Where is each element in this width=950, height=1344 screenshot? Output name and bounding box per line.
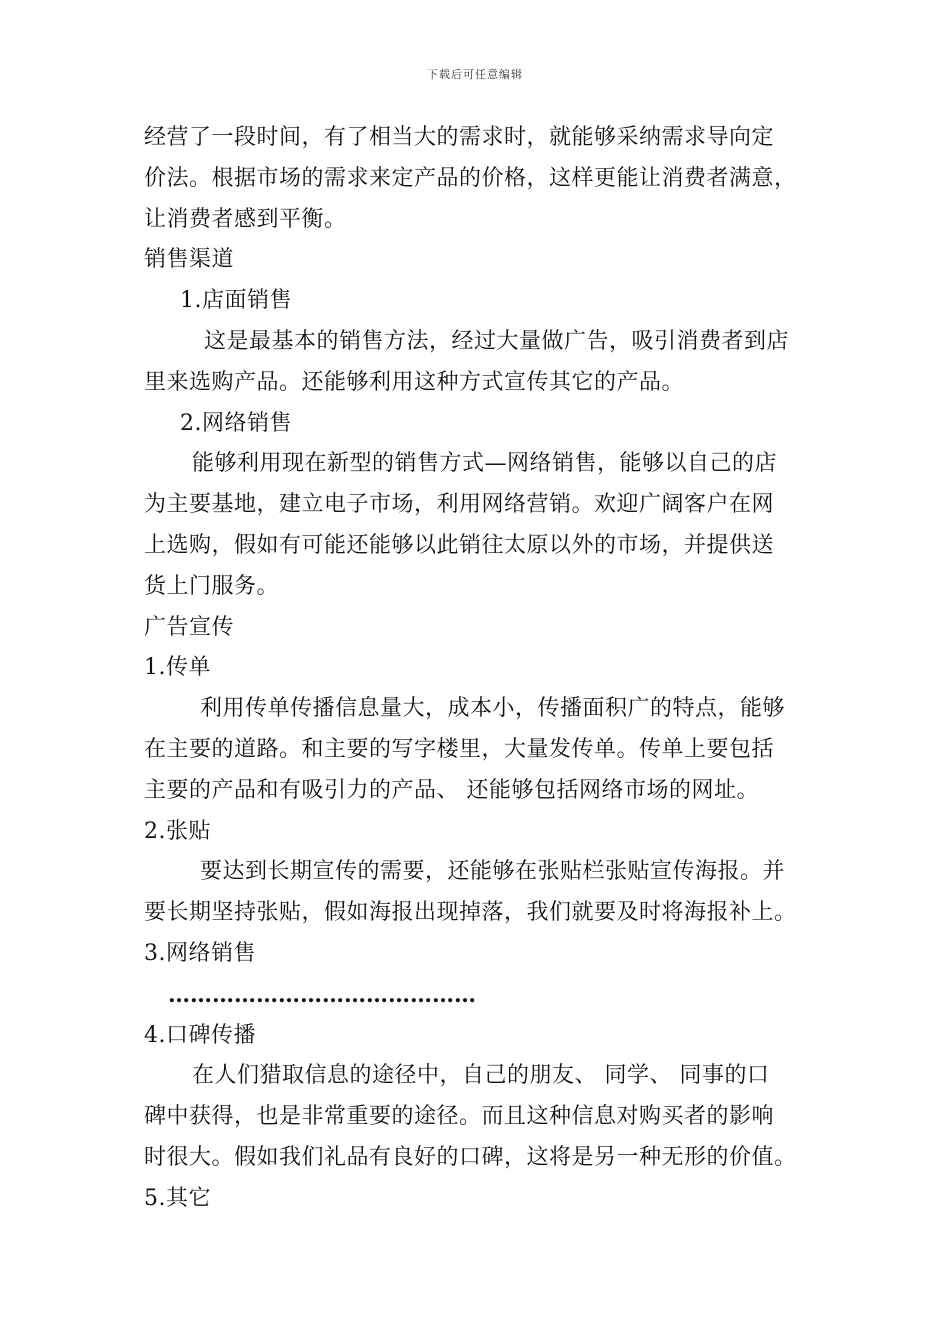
subheading-online-sales-2: 3.网络销售 — [144, 940, 256, 966]
subheading-word-of-mouth: 4.口碑传播 — [144, 1022, 256, 1048]
paragraph-line: 时很大。假如我们礼品有良好的口碑，这将是另一种无形的价值。 — [144, 1144, 797, 1170]
paragraph-line: 碑中获得，也是非常重要的途径。而且这种信息对购买者的影响 — [144, 1104, 775, 1130]
subheading-posting: 2.张贴 — [144, 818, 211, 844]
paragraph-line: 要长期坚持张贴，假如海报出现掉落，我们就要及时将海报补上。 — [144, 900, 797, 926]
paragraph-line: 要达到长期宣传的需要，还能够在张贴栏张贴宣传海报。并 — [200, 859, 786, 885]
subheading-flyers: 1.传单 — [144, 655, 211, 681]
paragraph-line: 能够利用现在新型的销售方式—网络销售，能够以自己的店 — [192, 451, 778, 477]
paragraph-line: 里来选购产品。还能够利用这种方式宣传其它的产品。 — [144, 369, 685, 395]
paragraph-line: 让消费者感到平衡。 — [144, 206, 347, 232]
subheading-store-sales: 1.店面销售 — [180, 288, 292, 314]
paragraph-line: 上选购，假如有可能还能够以此销往太原以外的市场，并提供送 — [144, 532, 775, 558]
document-body — [144, 118, 808, 1220]
paragraph-line: 经营了一段时间，有了相当大的需求时，就能够采纳需求导向定 — [144, 125, 775, 150]
paragraph-line: 主要的产品和有吸引力的产品、 还能够包括网络市场的网址。 — [144, 777, 759, 803]
section-heading-advertising: 广告宣传 — [144, 614, 235, 640]
ellipsis-line: …………………………………… — [168, 981, 476, 1008]
paragraph-line: 在人们猎取信息的途径中，自己的朋友、 同学、 同事的口 — [192, 1063, 770, 1089]
paragraph-line: 货上门服务。 — [144, 573, 280, 599]
paragraph-line: 为主要基地，建立电子市场，利用网络营销。欢迎广阔客户在网 — [144, 492, 775, 518]
section-heading-sales-channels: 销售渠道 — [144, 247, 235, 273]
paragraph-line: 价法。根据市场的需求来定产品的价格，这样更能让消费者满意， — [144, 165, 797, 191]
paragraph-line: 利用传单传播信息量大，成本小，传播面积广的特点，能够 — [200, 696, 786, 722]
subheading-other: 5.其它 — [144, 1185, 211, 1211]
subheading-online-sales: 2.网络销售 — [180, 410, 292, 436]
paragraph-line: 这是最基本的销售方法，经过大量做广告，吸引消费者到店 — [204, 328, 790, 354]
page-header: 下载后可任意编辑 — [427, 68, 523, 81]
paragraph-line: 在主要的道路。和主要的写字楼里，大量发传单。传单上要包括 — [144, 736, 775, 762]
